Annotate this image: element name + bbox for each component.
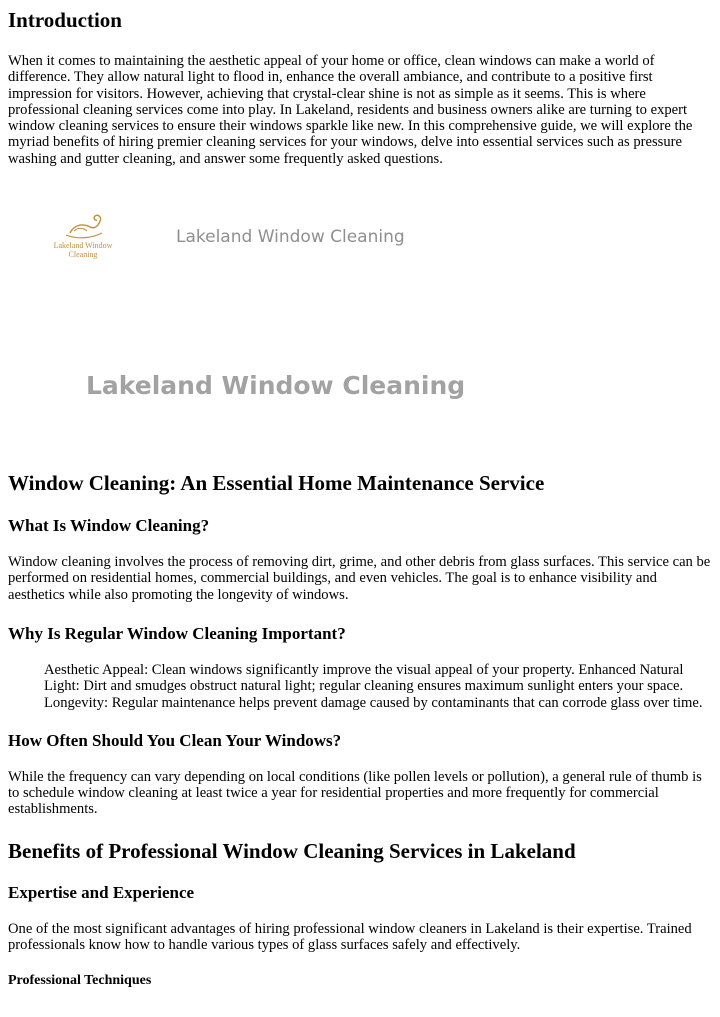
swan-icon xyxy=(60,211,106,241)
subheading-techniques: Professional Techniques xyxy=(8,973,152,989)
paragraph-how-often: While the frequency can vary depending on local conditions (like pollen levels or pollution), a general rule of thumb is to schedule window cleaning at least twice a year for residential properties and more frequently for commercial establishments. xyxy=(8,768,702,818)
subheading-why-important: Why Is Regular Window Cleaning Important? xyxy=(8,623,346,643)
hero-images xyxy=(8,201,712,471)
section-heading-window-cleaning: Window Cleaning: An Essential Home Maintenance Service xyxy=(8,471,545,496)
subheading-what-is: What Is Window Cleaning? xyxy=(8,516,210,536)
section-heading-benefits: Benefits of Professional Window Cleaning Services in Lakeland xyxy=(8,838,576,863)
paragraph-what-is: Window cleaning involves the process of removing dirt, grime, and other debris from glass surfaces. This service can be performed on residential homes, commercial buildings, and even vehicles. The goal is to enhance visibility and aesthetics while also promoting the longevity of windows. xyxy=(8,554,711,603)
logo-text-small: Lakeland Window Cleaning xyxy=(176,227,405,248)
blockquote-benefits: Aesthetic Appeal: Clean windows significantly improve the visual appeal of your property. Enhanced Natural Light: Dirt and smudges obstruct natural light; regular cleaning ensures maximum sunlight enters your space. Longevity: Regular maintenance helps prevent damage caused by contaminants that can corrode glass over time. xyxy=(44,661,703,711)
subheading-how-often: How Often Should You Clean Your Windows? xyxy=(8,730,342,750)
logo-text-large: Lakeland Window Cleaning xyxy=(86,371,466,401)
swan-logo xyxy=(44,211,122,259)
intro-paragraph: When it comes to maintaining the aesthetic appeal of your home or office, clean windows can make a world of difference. They allow natural light to flood in, enhance the overall ambiance, and contribute to a positive first impression for visitors. However, achieving that crystal-clear shine is not as simple as it seems. This is where professional cleaning services come into play. In Lakeland, residents and business owners alike are turning to expert window cleaning services to ensure their windows sparkle like new. In this comprehensive guide, we will explore the myriad benefits of hiring premier cleaning services for your windows, delve into essential services such as pressure washing and gutter cleaning, and answer some frequently asked questions. xyxy=(8,53,693,167)
paragraph-expertise: One of the most significant advantages of hiring professional window cleaners in Lakeland is their expertise. Trained professionals know how to handle various types of glass surfaces safely and effectively. xyxy=(8,920,692,954)
subheading-expertise: Expertise and Experience xyxy=(8,882,195,902)
intro-heading: Introduction xyxy=(8,8,122,32)
logo-caption: Lakeland Window Cleaning xyxy=(53,241,113,260)
logo-banner xyxy=(8,201,712,311)
